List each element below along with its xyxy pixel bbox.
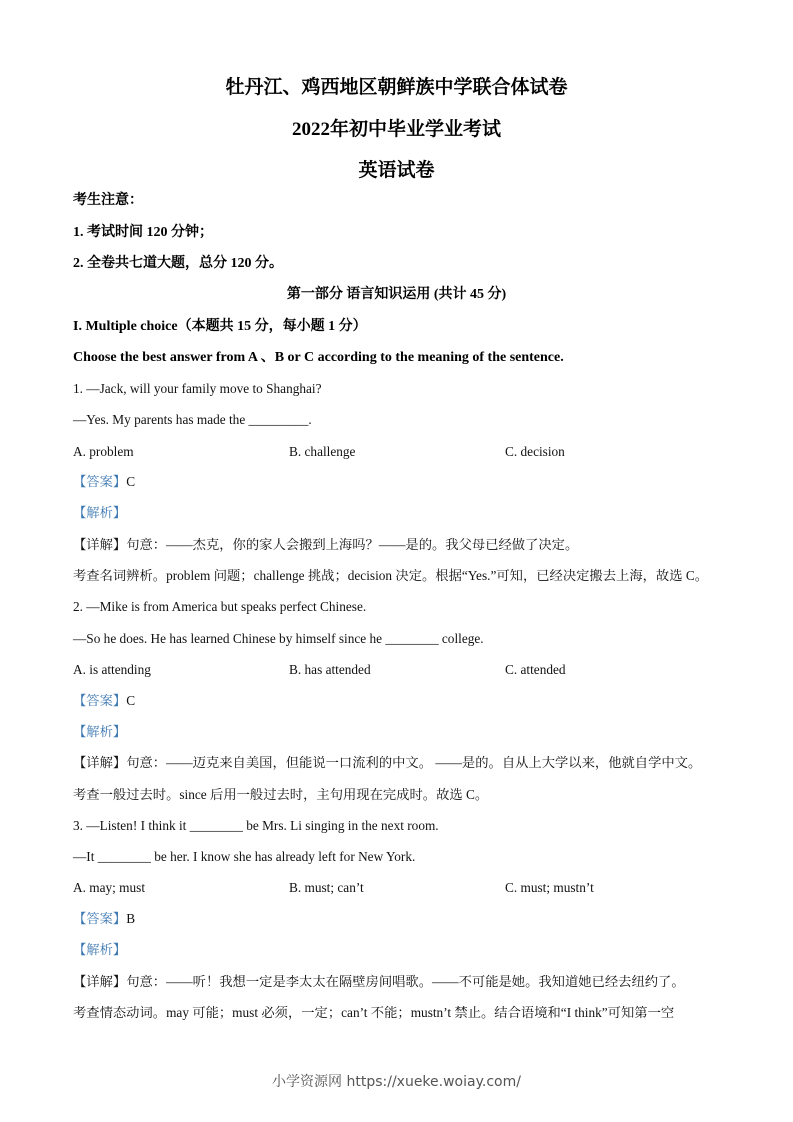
detail-text: 句意：——迈克来自美国，但能说一口流利的中文。 ——是的。自从上大学以来，他就自学中文。: [126, 755, 702, 770]
answer-label: 【答案】: [73, 474, 127, 489]
exam-title: 牡丹江、鸡西地区朝鲜族中学联合体试卷: [225, 77, 568, 98]
detail-label: 【详解】: [73, 537, 127, 552]
option-a: A. problem: [73, 444, 134, 459]
question-stem: 1. —Jack, will your family move to Shanghai?: [73, 381, 322, 396]
explanation-text: 考查情态动词。may 可能；must 必须，一定；can’t 不能；mustn’t 禁止。结合语境和“I think”可知第一空: [73, 1005, 675, 1020]
option-c: C. attended: [505, 662, 566, 677]
question-response: —It ________ be her. I know she has already left for New York.: [73, 849, 416, 864]
detail-line: [73, 536, 578, 554]
analysis-label: 【解析】: [73, 505, 127, 520]
option-c: C. must; mustn’t: [505, 880, 594, 895]
section-instruction: Choose the best answer from A 、B or C according to the meaning of the sentence.: [73, 350, 564, 365]
option-b: B. must; can’t: [289, 880, 364, 895]
answer-line: [73, 473, 135, 491]
explanation-text: 考查一般过去时。since 后用一般过去时，主句用现在完成时。故选 C。: [73, 787, 489, 802]
answer-label: 【答案】: [73, 911, 127, 926]
question-stem: 2. —Mike is from America but speaks perfect Chinese.: [73, 599, 367, 614]
answer-line: [73, 692, 135, 710]
detail-line: [73, 754, 701, 772]
subject-title: 英语试卷: [358, 160, 435, 181]
question-response: —So he does. He has learned Chinese by himself since he ________ college.: [73, 631, 484, 646]
watermark-footer: 小学资源网 https://xueke.woiay.com/: [272, 1074, 521, 1090]
analysis-label: 【解析】: [73, 942, 127, 957]
answer-value: B: [126, 911, 136, 926]
option-a: A. may; must: [73, 880, 146, 895]
option-a: A. is attending: [73, 662, 151, 677]
option-b: B. challenge: [289, 444, 356, 459]
detail-label: 【详解】: [73, 755, 127, 770]
explanation-text: 考查名词辨析。problem 问题；challenge 挑战；decision 决定。根据“Yes.”可知，已经决定搬去上海，故选 C。: [73, 568, 709, 583]
detail-text: 句意：——听！我想一定是李太太在隔壁房间唱歌。——不可能是她。我知道她已经去纽约了。: [126, 974, 685, 989]
answer-label: 【答案】: [73, 693, 127, 708]
question-response: —Yes. My parents has made the _________.: [73, 412, 312, 427]
detail-line: [73, 973, 685, 991]
notice-item: 1. 考试时间 120 分钟；: [73, 225, 213, 240]
detail-label: 【详解】: [73, 974, 127, 989]
notice-heading: 考生注意：: [73, 193, 143, 208]
option-c: C. decision: [505, 444, 565, 459]
notice-item: 2. 全卷共七道大题，总分 120 分。: [73, 256, 283, 271]
detail-text: 句意：——杰克，你的家人会搬到上海吗？——是的。我父母已经做了决定。: [126, 537, 579, 552]
answer-value: C: [126, 693, 136, 708]
answer-line: [73, 910, 135, 928]
section-title: I. Multiple choice（本题共 15 分，每小题 1 分）: [73, 319, 367, 334]
part-heading: 第一部分 语言知识运用 (共计 45 分): [286, 287, 507, 302]
exam-subtitle: 2022年初中毕业学业考试: [291, 119, 501, 140]
option-b: B. has attended: [289, 662, 371, 677]
analysis-label: 【解析】: [73, 724, 127, 739]
answer-value: C: [126, 474, 136, 489]
question-stem: 3. —Listen! I think it ________ be Mrs. Li singing in the next room.: [73, 818, 439, 833]
